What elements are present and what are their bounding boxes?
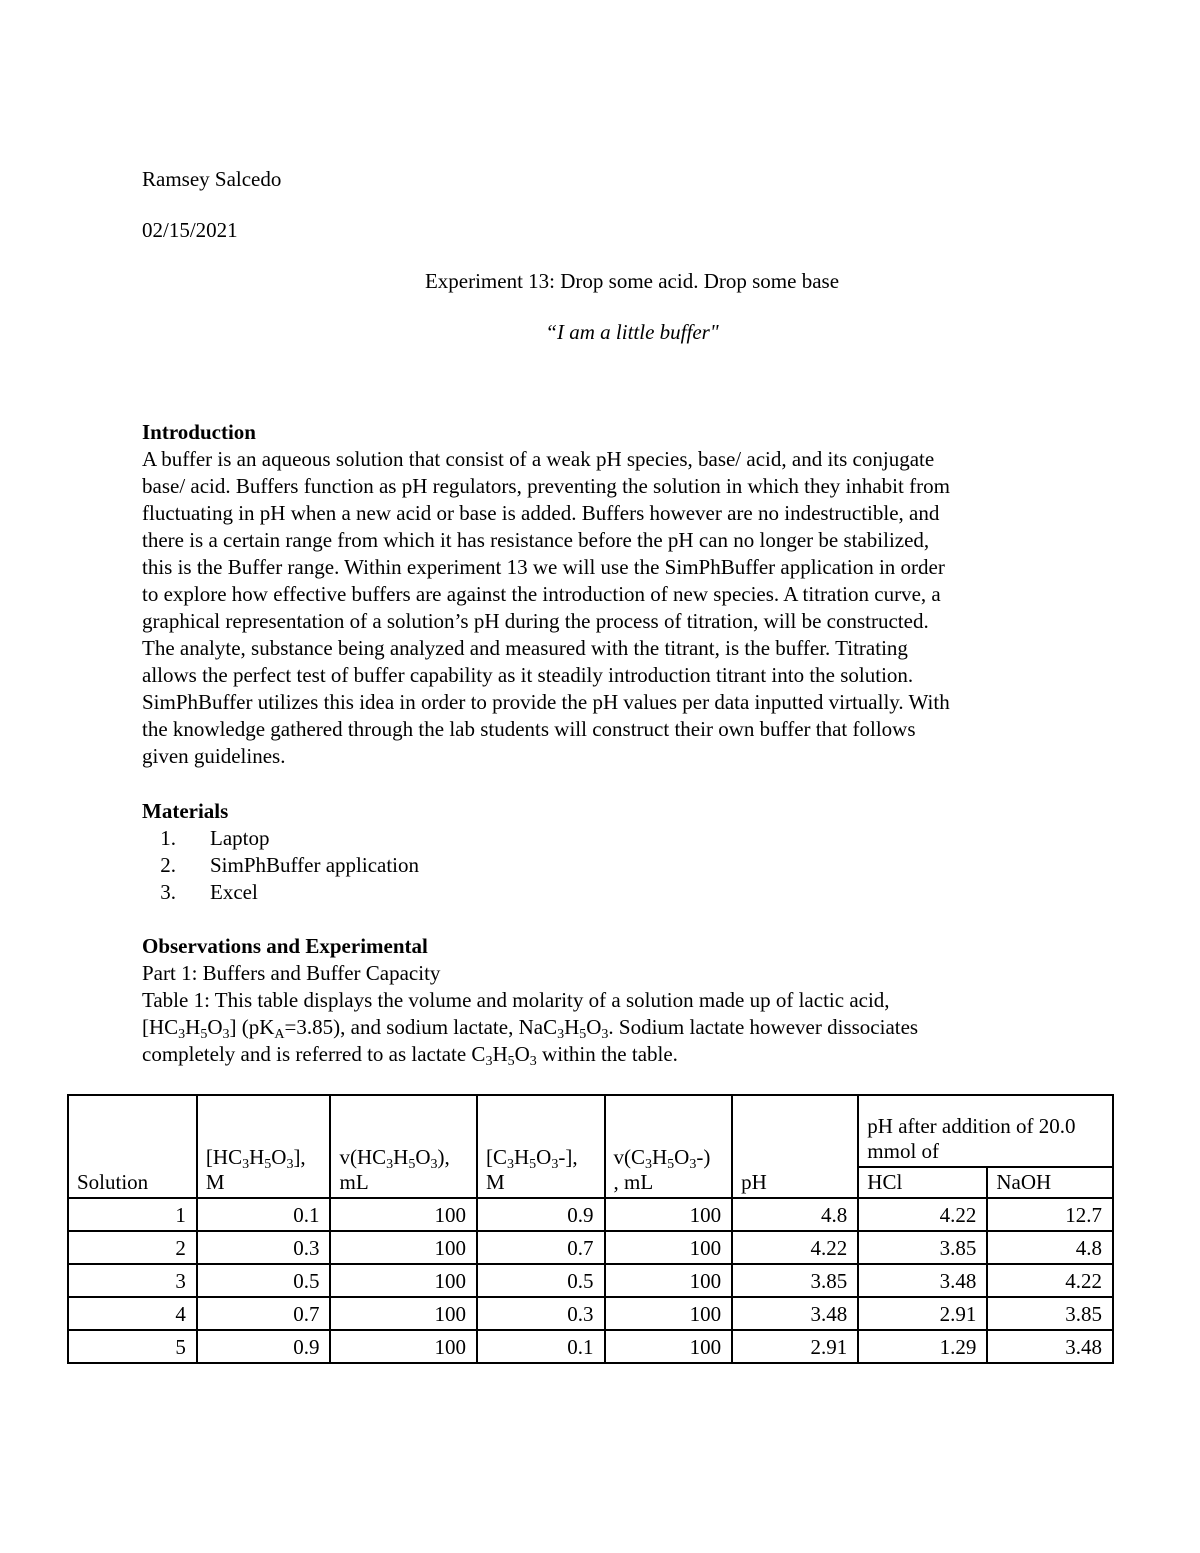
observations-body bbox=[142, 960, 918, 1068]
cell-solution: 4 bbox=[68, 1297, 197, 1330]
cell-lactate-concentration: 0.7 bbox=[477, 1231, 605, 1264]
cell-solution: 1 bbox=[68, 1198, 197, 1231]
list-number: 1. bbox=[160, 826, 176, 850]
intro-line: SimPhBuffer utilizes this idea in order to provide the pH values per data inputted virtually. With bbox=[142, 690, 950, 714]
cell-ph: 3.48 bbox=[732, 1297, 858, 1330]
cell-hcl: 4.22 bbox=[858, 1198, 987, 1231]
observations-heading: Observations and Experimental bbox=[142, 934, 428, 958]
table-caption-line: $[HC_3H_5O_3]$ $(pK_A=3.85)$, and sodium lactate, $NaC_3H_5O_3$. Sodium lactate however dissociates bbox=[142, 1015, 919, 1042]
header-after-addition: pH after addition of 20.0 mmol of bbox=[858, 1095, 1113, 1167]
cell-acid-volume: 100 bbox=[330, 1297, 477, 1330]
document-title: Experiment 13: Drop some acid. Drop some base bbox=[424, 269, 840, 293]
cell-hcl: 2.91 bbox=[858, 1297, 987, 1330]
list-item bbox=[142, 825, 419, 852]
header-lactate-concentration: $[C_3H_5O_3-]$, M bbox=[477, 1095, 605, 1198]
intro-line: fluctuating in pH when a new acid or base is added. Buffers however are no indestructible, and bbox=[142, 501, 940, 525]
cell-naoh: 4.22 bbox=[987, 1264, 1113, 1297]
header-acid-concentration: $[HC_3H_5O_3]$, M bbox=[197, 1095, 331, 1198]
cell-hcl: 3.48 bbox=[858, 1264, 987, 1297]
table-caption-line: completely and is referred to as lactate $C_3H_5O_3$ within the table. bbox=[142, 1042, 678, 1069]
cell-hcl: 3.85 bbox=[858, 1231, 987, 1264]
cell-ph: 2.91 bbox=[732, 1330, 858, 1363]
cell-lactate-volume: 100 bbox=[605, 1231, 733, 1264]
list-item bbox=[142, 879, 419, 906]
intro-line: The analyte, substance being analyzed and measured with the titrant, is the buffer. Titrating bbox=[142, 636, 908, 660]
cell-solution: 5 bbox=[68, 1330, 197, 1363]
cell-acid-concentration: 0.1 bbox=[197, 1198, 331, 1231]
table-row bbox=[68, 1264, 1113, 1297]
author-name: Ramsey Salcedo bbox=[142, 167, 282, 191]
cell-acid-concentration: 0.7 bbox=[197, 1297, 331, 1330]
cell-lactate-concentration: 0.5 bbox=[477, 1264, 605, 1297]
list-number: 3. bbox=[160, 880, 176, 904]
list-item-label: Laptop bbox=[210, 826, 270, 850]
cell-solution: 2 bbox=[68, 1231, 197, 1264]
cell-lactate-concentration: 0.3 bbox=[477, 1297, 605, 1330]
part-title: Part 1: Buffers and Buffer Capacity bbox=[142, 961, 441, 985]
cell-acid-volume: 100 bbox=[330, 1198, 477, 1231]
intro-line: A buffer is an aqueous solution that consist of a weak pH species, base/ acid, and its conjugate bbox=[142, 447, 935, 471]
intro-line: base/ acid. Buffers function as pH regulators, preventing the solution in which they inhabit from bbox=[142, 474, 950, 498]
introduction-heading: Introduction bbox=[142, 420, 256, 444]
list-item-label: SimPhBuffer application bbox=[210, 853, 420, 877]
cell-lactate-volume: 100 bbox=[605, 1264, 733, 1297]
cell-hcl: 1.29 bbox=[858, 1330, 987, 1363]
intro-line: given guidelines. bbox=[142, 744, 286, 768]
header-lactate-volume: $v(C_3H_5O_3-)$ , mL bbox=[605, 1095, 733, 1198]
intro-line: graphical representation of a solution’s pH during the process of titration, will be constructed. bbox=[142, 609, 929, 633]
cell-solution: 3 bbox=[68, 1264, 197, 1297]
cell-ph: 3.85 bbox=[732, 1264, 858, 1297]
table-caption-line: Table 1: This table displays the volume and molarity of a solution made up of lactic acid, bbox=[142, 988, 890, 1012]
cell-naoh: 3.48 bbox=[987, 1330, 1113, 1363]
report-date: 02/15/2021 bbox=[142, 218, 238, 242]
cell-lactate-concentration: 0.9 bbox=[477, 1198, 605, 1231]
list-item bbox=[142, 852, 419, 879]
cell-acid-concentration: 0.9 bbox=[197, 1330, 331, 1363]
cell-naoh: 4.8 bbox=[987, 1231, 1113, 1264]
intro-line: the knowledge gathered through the lab students will construct their own buffer that follows bbox=[142, 717, 916, 741]
cell-lactate-concentration: 0.1 bbox=[477, 1330, 605, 1363]
table-row bbox=[68, 1231, 1113, 1264]
header-ph: pH bbox=[732, 1095, 858, 1198]
cell-lactate-volume: 100 bbox=[605, 1198, 733, 1231]
cell-lactate-volume: 100 bbox=[605, 1297, 733, 1330]
header-hcl: HCl bbox=[858, 1167, 987, 1198]
cell-acid-volume: 100 bbox=[330, 1231, 477, 1264]
materials-heading: Materials bbox=[142, 799, 229, 823]
cell-acid-concentration: 0.3 bbox=[197, 1231, 331, 1264]
cell-ph: 4.22 bbox=[732, 1231, 858, 1264]
cell-ph: 4.8 bbox=[732, 1198, 858, 1231]
cell-acid-volume: 100 bbox=[330, 1264, 477, 1297]
introduction-body bbox=[142, 446, 1062, 770]
header-solution: Solution bbox=[68, 1095, 197, 1198]
document-subtitle: “I am a little buffer" bbox=[545, 320, 719, 344]
table-row bbox=[68, 1297, 1113, 1330]
table-row bbox=[68, 1330, 1113, 1363]
list-item-label: Excel bbox=[210, 880, 258, 904]
materials-list bbox=[142, 825, 419, 906]
buffer-table bbox=[67, 1094, 1114, 1364]
header-naoh: NaOH bbox=[987, 1167, 1113, 1198]
intro-line: to explore how effective buffers are against the introduction of new species. A titration curve, a bbox=[142, 582, 941, 606]
header-acid-volume: $v(HC_3H_5O_3)$, mL bbox=[330, 1095, 477, 1198]
intro-line: allows the perfect test of buffer capability as it steadily introduction titrant into the solution. bbox=[142, 663, 914, 687]
cell-acid-volume: 100 bbox=[330, 1330, 477, 1363]
table-header-row bbox=[68, 1095, 1113, 1167]
cell-acid-concentration: 0.5 bbox=[197, 1264, 331, 1297]
cell-naoh: 3.85 bbox=[987, 1297, 1113, 1330]
list-number: 2. bbox=[160, 853, 176, 877]
intro-line: there is a certain range from which it has resistance before the pH can no longer be stabilized, bbox=[142, 528, 930, 552]
intro-line: this is the Buffer range. Within experiment 13 we will use the SimPhBuffer application in order bbox=[142, 555, 945, 579]
cell-naoh: 12.7 bbox=[987, 1198, 1113, 1231]
table-row bbox=[68, 1198, 1113, 1231]
cell-lactate-volume: 100 bbox=[605, 1330, 733, 1363]
